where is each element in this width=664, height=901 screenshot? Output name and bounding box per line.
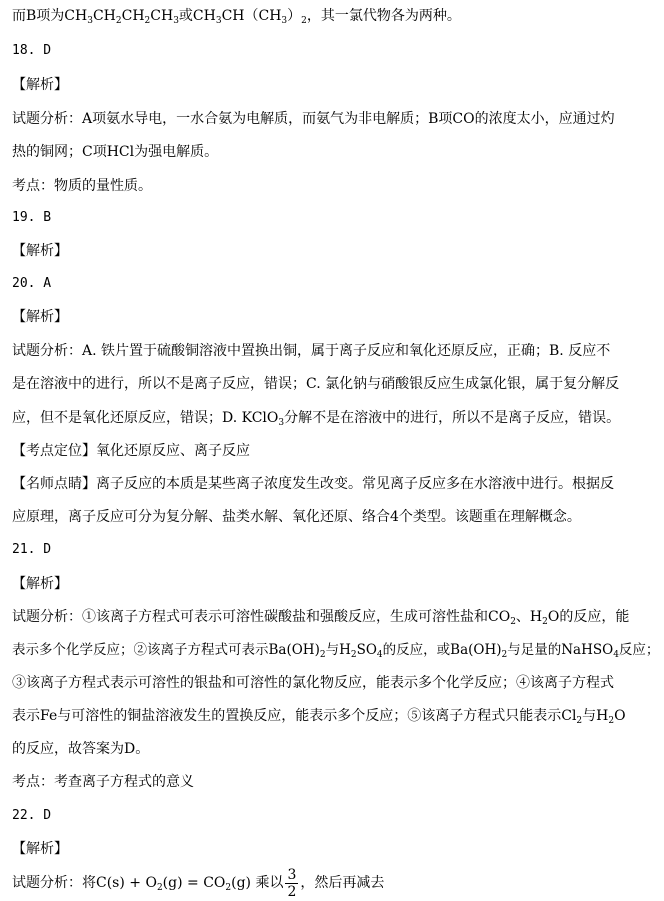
text: CH (92, 8, 116, 24)
text: 与H (325, 642, 351, 658)
text: 与H (582, 708, 609, 724)
text: 试题分析：将C(s) + O (12, 875, 157, 891)
text-line: 试题分析：A项氨水导电，一水合氨为电解质，而氨气为非电解质；B项CO的浓度太小，应通过灼 (12, 111, 615, 127)
subscript: 3 (281, 16, 288, 26)
text: 反应； (618, 642, 660, 658)
text-line: 应原理，离子反应可分为复分解、盐类水解、氧化还原、络合4个类型。该题重在理解概念。 (12, 509, 581, 525)
text: O (614, 708, 626, 724)
text: ） (287, 8, 302, 24)
text-line (12, 866, 656, 900)
text: 的反应，或Ba(OH) (382, 642, 502, 658)
text-line: 考点：考查离子方程式的意义 (12, 774, 194, 790)
fraction (285, 868, 298, 899)
text: 或CH (178, 8, 216, 24)
text: SO (356, 642, 377, 658)
subscript: 3 (87, 16, 93, 26)
subscript: 2 (319, 650, 326, 660)
text-line: 的反应，故答案为D。 (12, 741, 150, 757)
text-line: 是在溶液中的进行，所以不是离子反应，错误；C. 氯化钠与硝酸银反应生成氯化银，属于复分解反 (12, 376, 620, 392)
subscript: 2 (542, 617, 548, 627)
subscript: 2 (156, 883, 163, 893)
text-line (12, 5, 656, 27)
text: 分解不是在溶液中的进行，所以不是离子反应，错误。 (284, 410, 621, 426)
text-line: 试题分析：A. 铁片置于硫酸铜溶液中置换出铜，属于离子反应和氧化还原反应，正确；B. 反应不 (12, 343, 611, 359)
text: 表示Fe与可溶性的铜盐溶液发生的置换反应，能表示多个反应；⑤该离子方程式只能表示Cl (12, 708, 577, 724)
text: 、H (515, 609, 543, 625)
text: (g) = CO (162, 875, 226, 891)
text: 而B项为CH (12, 8, 88, 24)
subscript: 2 (301, 16, 307, 26)
subscript: 2 (576, 716, 583, 726)
question-number: 19. B (12, 210, 52, 225)
text: ，然后再减去 (300, 875, 385, 891)
text: ，其一氯代物各为两种。 (306, 8, 461, 24)
analysis-heading: 【解析】 (12, 576, 68, 592)
text: CH (121, 8, 145, 24)
subscript: 2 (350, 650, 357, 660)
text: 试题分析：①该离子方程式可表示可溶性碳酸盐和强酸反应，生成可溶性盐和CO (12, 609, 511, 625)
subscript: 4 (613, 650, 619, 660)
text-line: 热的铜网；C项HCl为强电解质。 (12, 144, 219, 160)
subscript: 3 (278, 418, 285, 428)
question-number: 21. D (12, 542, 52, 557)
text-line: ③该离子方程式表示可溶性的银盐和可溶性的氯化物反应，能表示多个化学反应；④该离子方程式 (12, 675, 614, 691)
question-number: 18. D (12, 43, 52, 58)
text: O的反应，能 (547, 609, 630, 625)
subscript: 2 (115, 16, 122, 26)
question-number: 20. A (12, 276, 52, 291)
text-line: 考点：物质的量性质。 (12, 178, 152, 194)
subscript: 3 (173, 16, 179, 26)
text: CH (150, 8, 174, 24)
text-line: 【名师点睛】离子反应的本质是某些离子浓度发生改变。常见离子反应多在水溶液中进行。根据反 (12, 476, 614, 492)
subscript: 4 (376, 650, 383, 660)
subscript: 3 (215, 16, 222, 26)
analysis-heading: 【解析】 (12, 77, 68, 93)
text-line (12, 639, 660, 661)
subscript: 2 (225, 883, 232, 893)
fraction-denominator: 2 (287, 883, 297, 900)
subscript: 2 (501, 650, 508, 660)
text-line (12, 407, 656, 429)
question-number: 22. D (12, 808, 52, 823)
text-line (12, 705, 656, 727)
fraction-numerator: 3 (287, 866, 297, 883)
text: 表示多个化学反应；②该离子方程式可表示Ba(OH) (12, 642, 320, 658)
text: (g) 乘以 (231, 875, 284, 891)
subscript: 2 (608, 716, 615, 726)
analysis-heading: 【解析】 (12, 309, 68, 325)
subscript: 2 (144, 16, 151, 26)
text: 应，但不是氧化还原反应，错误；D. KClO (12, 410, 279, 426)
text-line: 【考点定位】氧化还原反应、离子反应 (12, 443, 250, 459)
analysis-heading: 【解析】 (12, 841, 68, 857)
analysis-heading: 【解析】 (12, 243, 68, 259)
text: 与足量的NaHSO (507, 642, 614, 658)
text-line (12, 606, 656, 628)
subscript: 2 (510, 617, 516, 627)
text: CH（CH (221, 8, 282, 24)
